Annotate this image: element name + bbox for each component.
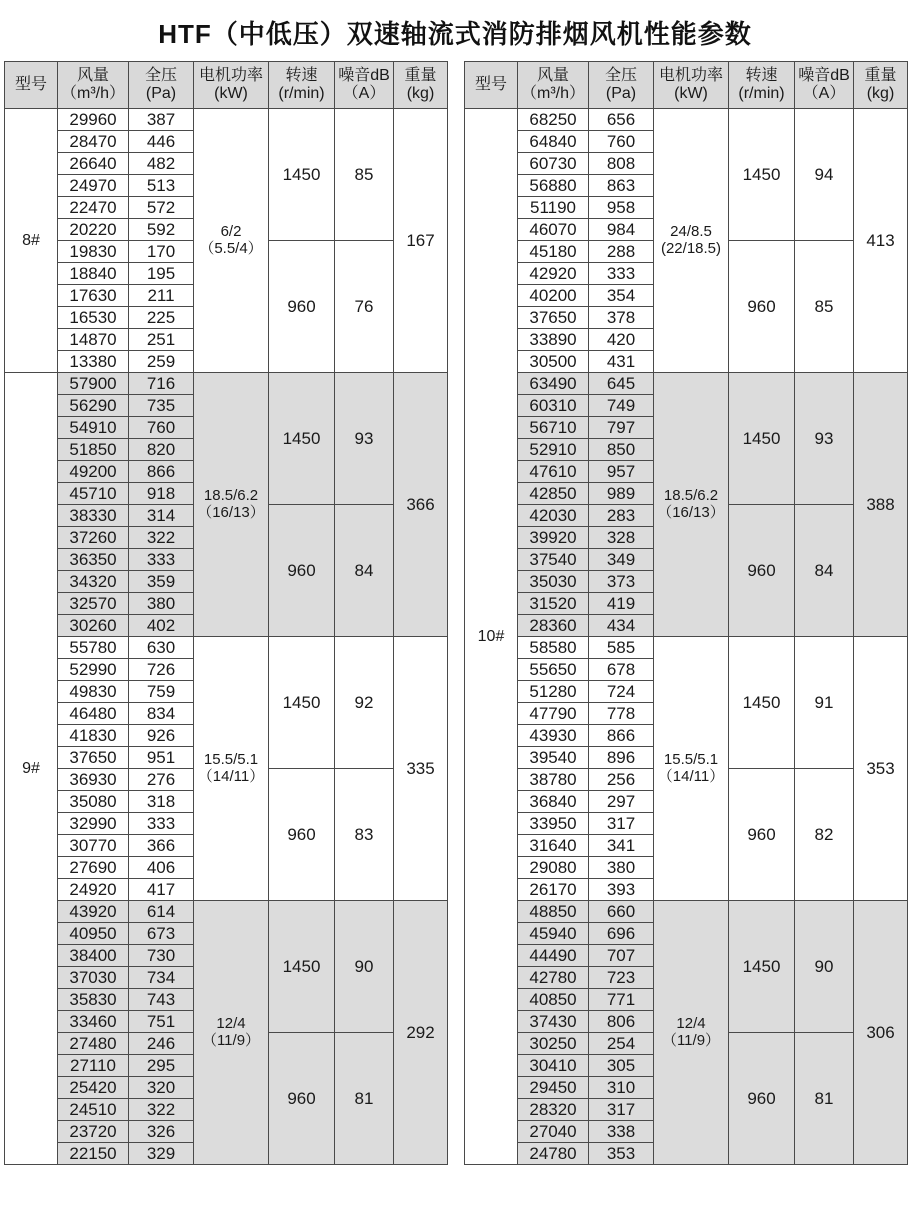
- power-cell: 18.5/6.2 （16/13）: [654, 373, 729, 637]
- table-row: [5, 637, 448, 659]
- table-row: [465, 109, 908, 131]
- pressure-cell: 926: [129, 725, 194, 747]
- noise-cell: 85: [795, 241, 854, 373]
- airflow-cell: 19830: [58, 241, 129, 263]
- weight-cell: 335: [394, 637, 448, 901]
- pressure-cell: 989: [589, 483, 654, 505]
- pressure-cell: 254: [589, 1033, 654, 1055]
- pressure-cell: 863: [589, 175, 654, 197]
- pressure-cell: 724: [589, 681, 654, 703]
- noise-cell: 90: [795, 901, 854, 1033]
- airflow-cell: 35030: [518, 571, 589, 593]
- pressure-cell: 806: [589, 1011, 654, 1033]
- pressure-cell: 276: [129, 769, 194, 791]
- speed-cell: 960: [729, 769, 795, 901]
- noise-cell: 81: [335, 1033, 394, 1165]
- airflow-cell: 31640: [518, 835, 589, 857]
- pressure-cell: 333: [129, 813, 194, 835]
- weight-cell: 413: [854, 109, 908, 373]
- pressure-cell: 656: [589, 109, 654, 131]
- weight-cell: 292: [394, 901, 448, 1165]
- airflow-cell: 38400: [58, 945, 129, 967]
- noise-cell: 94: [795, 109, 854, 241]
- noise-cell: 93: [795, 373, 854, 505]
- speed-cell: 960: [269, 505, 335, 637]
- pressure-cell: 866: [129, 461, 194, 483]
- pressure-cell: 759: [129, 681, 194, 703]
- airflow-cell: 48850: [518, 901, 589, 923]
- pressure-cell: 730: [129, 945, 194, 967]
- airflow-cell: 42780: [518, 967, 589, 989]
- airflow-cell: 45710: [58, 483, 129, 505]
- pressure-cell: 320: [129, 1077, 194, 1099]
- pressure-cell: 341: [589, 835, 654, 857]
- airflow-cell: 16530: [58, 307, 129, 329]
- airflow-cell: 43920: [58, 901, 129, 923]
- model-cell: 8#: [5, 109, 58, 373]
- pressure-cell: 614: [129, 901, 194, 923]
- airflow-cell: 44490: [518, 945, 589, 967]
- power-cell: 18.5/6.2 （16/13）: [194, 373, 269, 637]
- pressure-cell: 957: [589, 461, 654, 483]
- pressure-cell: 660: [589, 901, 654, 923]
- pressure-cell: 417: [129, 879, 194, 901]
- airflow-cell: 23720: [58, 1121, 129, 1143]
- pressure-cell: 366: [129, 835, 194, 857]
- pressure-cell: 314: [129, 505, 194, 527]
- pressure-cell: 419: [589, 593, 654, 615]
- airflow-cell: 30260: [58, 615, 129, 637]
- power-cell: 12/4 （11/9）: [654, 901, 729, 1165]
- airflow-cell: 46070: [518, 219, 589, 241]
- weight-cell: 167: [394, 109, 448, 373]
- speed-cell: 1450: [729, 373, 795, 505]
- airflow-cell: 27040: [518, 1121, 589, 1143]
- pressure-cell: 326: [129, 1121, 194, 1143]
- pressure-cell: 380: [129, 593, 194, 615]
- airflow-cell: 40950: [58, 923, 129, 945]
- header-cell-weight: 重量 (kg): [394, 62, 448, 109]
- airflow-cell: 40850: [518, 989, 589, 1011]
- noise-cell: 91: [795, 637, 854, 769]
- pressure-cell: 958: [589, 197, 654, 219]
- speed-cell: 1450: [729, 901, 795, 1033]
- pressure-cell: 283: [589, 505, 654, 527]
- airflow-cell: 52910: [518, 439, 589, 461]
- pressure-cell: 380: [589, 857, 654, 879]
- airflow-cell: 29080: [518, 857, 589, 879]
- pressure-cell: 723: [589, 967, 654, 989]
- pressure-cell: 820: [129, 439, 194, 461]
- speed-cell: 960: [269, 241, 335, 373]
- airflow-cell: 42920: [518, 263, 589, 285]
- speed-cell: 960: [269, 769, 335, 901]
- header-cell-model: 型号: [465, 62, 518, 109]
- model-cell: 9#: [5, 373, 58, 1165]
- airflow-cell: 26170: [518, 879, 589, 901]
- spec-table-left: [4, 61, 448, 1165]
- pressure-cell: 513: [129, 175, 194, 197]
- weight-cell: 366: [394, 373, 448, 637]
- table-row: [5, 109, 448, 131]
- pressure-cell: 246: [129, 1033, 194, 1055]
- pressure-cell: 760: [129, 417, 194, 439]
- pressure-cell: 211: [129, 285, 194, 307]
- airflow-cell: 30250: [518, 1033, 589, 1055]
- tables-container: [4, 61, 906, 1165]
- spec-table-right: [464, 61, 908, 1165]
- airflow-cell: 36840: [518, 791, 589, 813]
- power-cell: 15.5/5.1 （14/11）: [194, 637, 269, 901]
- table-row: [5, 901, 448, 923]
- pressure-cell: 645: [589, 373, 654, 395]
- pressure-cell: 329: [129, 1143, 194, 1165]
- speed-cell: 960: [729, 1033, 795, 1165]
- noise-cell: 93: [335, 373, 394, 505]
- airflow-cell: 28360: [518, 615, 589, 637]
- airflow-cell: 17630: [58, 285, 129, 307]
- pressure-cell: 482: [129, 153, 194, 175]
- airflow-cell: 22150: [58, 1143, 129, 1165]
- pressure-cell: 572: [129, 197, 194, 219]
- pressure-cell: 446: [129, 131, 194, 153]
- airflow-cell: 22470: [58, 197, 129, 219]
- pressure-cell: 726: [129, 659, 194, 681]
- airflow-cell: 37430: [518, 1011, 589, 1033]
- pressure-cell: 734: [129, 967, 194, 989]
- airflow-cell: 28470: [58, 131, 129, 153]
- airflow-cell: 37260: [58, 527, 129, 549]
- pressure-cell: 630: [129, 637, 194, 659]
- header-cell-power: 电机功率 (kW): [194, 62, 269, 109]
- speed-cell: 1450: [729, 637, 795, 769]
- pressure-cell: 866: [589, 725, 654, 747]
- airflow-cell: 60730: [518, 153, 589, 175]
- noise-cell: 90: [335, 901, 394, 1033]
- airflow-cell: 38780: [518, 769, 589, 791]
- power-cell: 15.5/5.1 （14/11）: [654, 637, 729, 901]
- pressure-cell: 678: [589, 659, 654, 681]
- pressure-cell: 195: [129, 263, 194, 285]
- header-cell-airflow: 风量 （m³/h）: [518, 62, 589, 109]
- pressure-cell: 317: [589, 1099, 654, 1121]
- speed-cell: 1450: [269, 109, 335, 241]
- pressure-cell: 402: [129, 615, 194, 637]
- airflow-cell: 56880: [518, 175, 589, 197]
- weight-cell: 388: [854, 373, 908, 637]
- pressure-cell: 349: [589, 549, 654, 571]
- airflow-cell: 25420: [58, 1077, 129, 1099]
- airflow-cell: 39540: [518, 747, 589, 769]
- pressure-cell: 328: [589, 527, 654, 549]
- pressure-cell: 338: [589, 1121, 654, 1143]
- pressure-cell: 317: [589, 813, 654, 835]
- airflow-cell: 37030: [58, 967, 129, 989]
- header-cell-speed: 转速 (r/min): [269, 62, 335, 109]
- pressure-cell: 778: [589, 703, 654, 725]
- airflow-cell: 33890: [518, 329, 589, 351]
- airflow-cell: 27110: [58, 1055, 129, 1077]
- pressure-cell: 225: [129, 307, 194, 329]
- pressure-cell: 256: [589, 769, 654, 791]
- pressure-cell: 378: [589, 307, 654, 329]
- airflow-cell: 33460: [58, 1011, 129, 1033]
- pressure-cell: 288: [589, 241, 654, 263]
- pressure-cell: 696: [589, 923, 654, 945]
- pressure-cell: 393: [589, 879, 654, 901]
- speed-cell: 960: [729, 505, 795, 637]
- airflow-cell: 35830: [58, 989, 129, 1011]
- weight-cell: 306: [854, 901, 908, 1165]
- table-row: [465, 901, 908, 923]
- speed-cell: 960: [269, 1033, 335, 1165]
- airflow-cell: 30410: [518, 1055, 589, 1077]
- header-cell-power: 电机功率 (kW): [654, 62, 729, 109]
- airflow-cell: 56290: [58, 395, 129, 417]
- noise-cell: 82: [795, 769, 854, 901]
- airflow-cell: 51850: [58, 439, 129, 461]
- pressure-cell: 984: [589, 219, 654, 241]
- airflow-cell: 20220: [58, 219, 129, 241]
- pressure-cell: 170: [129, 241, 194, 263]
- noise-cell: 76: [335, 241, 394, 373]
- airflow-cell: 28320: [518, 1099, 589, 1121]
- airflow-cell: 55650: [518, 659, 589, 681]
- airflow-cell: 46480: [58, 703, 129, 725]
- pressure-cell: 354: [589, 285, 654, 307]
- airflow-cell: 57900: [58, 373, 129, 395]
- airflow-cell: 60310: [518, 395, 589, 417]
- airflow-cell: 55780: [58, 637, 129, 659]
- airflow-cell: 35080: [58, 791, 129, 813]
- airflow-cell: 29450: [518, 1077, 589, 1099]
- airflow-cell: 47610: [518, 461, 589, 483]
- airflow-cell: 34320: [58, 571, 129, 593]
- airflow-cell: 58580: [518, 637, 589, 659]
- airflow-cell: 24970: [58, 175, 129, 197]
- pressure-cell: 735: [129, 395, 194, 417]
- airflow-cell: 31520: [518, 593, 589, 615]
- pressure-cell: 850: [589, 439, 654, 461]
- speed-cell: 1450: [729, 109, 795, 241]
- header-cell-pressure: 全压 (Pa): [129, 62, 194, 109]
- header-cell-noise: 噪音dB （A）: [795, 62, 854, 109]
- page-title: HTF（中低压）双速轴流式消防排烟风机性能参数: [158, 19, 752, 49]
- header-row: [5, 62, 448, 109]
- pressure-cell: 318: [129, 791, 194, 813]
- noise-cell: 81: [795, 1033, 854, 1165]
- airflow-cell: 49200: [58, 461, 129, 483]
- noise-cell: 84: [795, 505, 854, 637]
- airflow-cell: 37650: [58, 747, 129, 769]
- header-cell-speed: 转速 (r/min): [729, 62, 795, 109]
- speed-cell: 1450: [269, 637, 335, 769]
- pressure-cell: 716: [129, 373, 194, 395]
- pressure-cell: 797: [589, 417, 654, 439]
- pressure-cell: 707: [589, 945, 654, 967]
- airflow-cell: 43930: [518, 725, 589, 747]
- pressure-cell: 673: [129, 923, 194, 945]
- pressure-cell: 808: [589, 153, 654, 175]
- airflow-cell: 37650: [518, 307, 589, 329]
- airflow-cell: 54910: [58, 417, 129, 439]
- pressure-cell: 760: [589, 131, 654, 153]
- airflow-cell: 47790: [518, 703, 589, 725]
- airflow-cell: 36350: [58, 549, 129, 571]
- power-cell: 6/2 （5.5/4）: [194, 109, 269, 373]
- pressure-cell: 585: [589, 637, 654, 659]
- speed-cell: 1450: [269, 901, 335, 1033]
- pressure-cell: 322: [129, 527, 194, 549]
- pressure-cell: 322: [129, 1099, 194, 1121]
- airflow-cell: 68250: [518, 109, 589, 131]
- airflow-cell: 24780: [518, 1143, 589, 1165]
- noise-cell: 92: [335, 637, 394, 769]
- weight-cell: 353: [854, 637, 908, 901]
- pressure-cell: 749: [589, 395, 654, 417]
- airflow-cell: 49830: [58, 681, 129, 703]
- airflow-cell: 14870: [58, 329, 129, 351]
- pressure-cell: 333: [129, 549, 194, 571]
- airflow-cell: 63490: [518, 373, 589, 395]
- speed-cell: 960: [729, 241, 795, 373]
- noise-cell: 83: [335, 769, 394, 901]
- noise-cell: 84: [335, 505, 394, 637]
- airflow-cell: 24510: [58, 1099, 129, 1121]
- airflow-cell: 64840: [518, 131, 589, 153]
- noise-cell: 85: [335, 109, 394, 241]
- airflow-cell: 32990: [58, 813, 129, 835]
- airflow-cell: 45940: [518, 923, 589, 945]
- pressure-cell: 434: [589, 615, 654, 637]
- airflow-cell: 27480: [58, 1033, 129, 1055]
- pressure-cell: 771: [589, 989, 654, 1011]
- pressure-cell: 743: [129, 989, 194, 1011]
- airflow-cell: 45180: [518, 241, 589, 263]
- power-cell: 24/8.5 (22/18.5): [654, 109, 729, 373]
- model-cell: 10#: [465, 109, 518, 1165]
- airflow-cell: 36930: [58, 769, 129, 791]
- airflow-cell: 30500: [518, 351, 589, 373]
- pressure-cell: 751: [129, 1011, 194, 1033]
- pressure-cell: 834: [129, 703, 194, 725]
- airflow-cell: 26640: [58, 153, 129, 175]
- pressure-cell: 406: [129, 857, 194, 879]
- airflow-cell: 18840: [58, 263, 129, 285]
- header-cell-airflow: 风量 （m³/h）: [58, 62, 129, 109]
- pressure-cell: 373: [589, 571, 654, 593]
- airflow-cell: 56710: [518, 417, 589, 439]
- airflow-cell: 33950: [518, 813, 589, 835]
- pressure-cell: 295: [129, 1055, 194, 1077]
- pressure-cell: 353: [589, 1143, 654, 1165]
- airflow-cell: 39920: [518, 527, 589, 549]
- header-cell-weight: 重量 (kg): [854, 62, 908, 109]
- airflow-cell: 29960: [58, 109, 129, 131]
- header-row: [465, 62, 908, 109]
- airflow-cell: 38330: [58, 505, 129, 527]
- airflow-cell: 42850: [518, 483, 589, 505]
- header-cell-pressure: 全压 (Pa): [589, 62, 654, 109]
- table-row: [465, 373, 908, 395]
- airflow-cell: 40200: [518, 285, 589, 307]
- speed-cell: 1450: [269, 373, 335, 505]
- table-row: [465, 637, 908, 659]
- pressure-cell: 305: [589, 1055, 654, 1077]
- airflow-cell: 37540: [518, 549, 589, 571]
- pressure-cell: 918: [129, 483, 194, 505]
- header-cell-model: 型号: [5, 62, 58, 109]
- table-row: [5, 373, 448, 395]
- pressure-cell: 951: [129, 747, 194, 769]
- pressure-cell: 251: [129, 329, 194, 351]
- airflow-cell: 32570: [58, 593, 129, 615]
- airflow-cell: 42030: [518, 505, 589, 527]
- pressure-cell: 431: [589, 351, 654, 373]
- pressure-cell: 333: [589, 263, 654, 285]
- airflow-cell: 41830: [58, 725, 129, 747]
- pressure-cell: 896: [589, 747, 654, 769]
- airflow-cell: 51280: [518, 681, 589, 703]
- pressure-cell: 297: [589, 791, 654, 813]
- pressure-cell: 259: [129, 351, 194, 373]
- power-cell: 12/4 （11/9）: [194, 901, 269, 1165]
- airflow-cell: 13380: [58, 351, 129, 373]
- airflow-cell: 24920: [58, 879, 129, 901]
- airflow-cell: 52990: [58, 659, 129, 681]
- pressure-cell: 387: [129, 109, 194, 131]
- airflow-cell: 30770: [58, 835, 129, 857]
- pressure-cell: 420: [589, 329, 654, 351]
- airflow-cell: 27690: [58, 857, 129, 879]
- pressure-cell: 592: [129, 219, 194, 241]
- pressure-cell: 359: [129, 571, 194, 593]
- pressure-cell: 310: [589, 1077, 654, 1099]
- airflow-cell: 51190: [518, 197, 589, 219]
- header-cell-noise: 噪音dB （A）: [335, 62, 394, 109]
